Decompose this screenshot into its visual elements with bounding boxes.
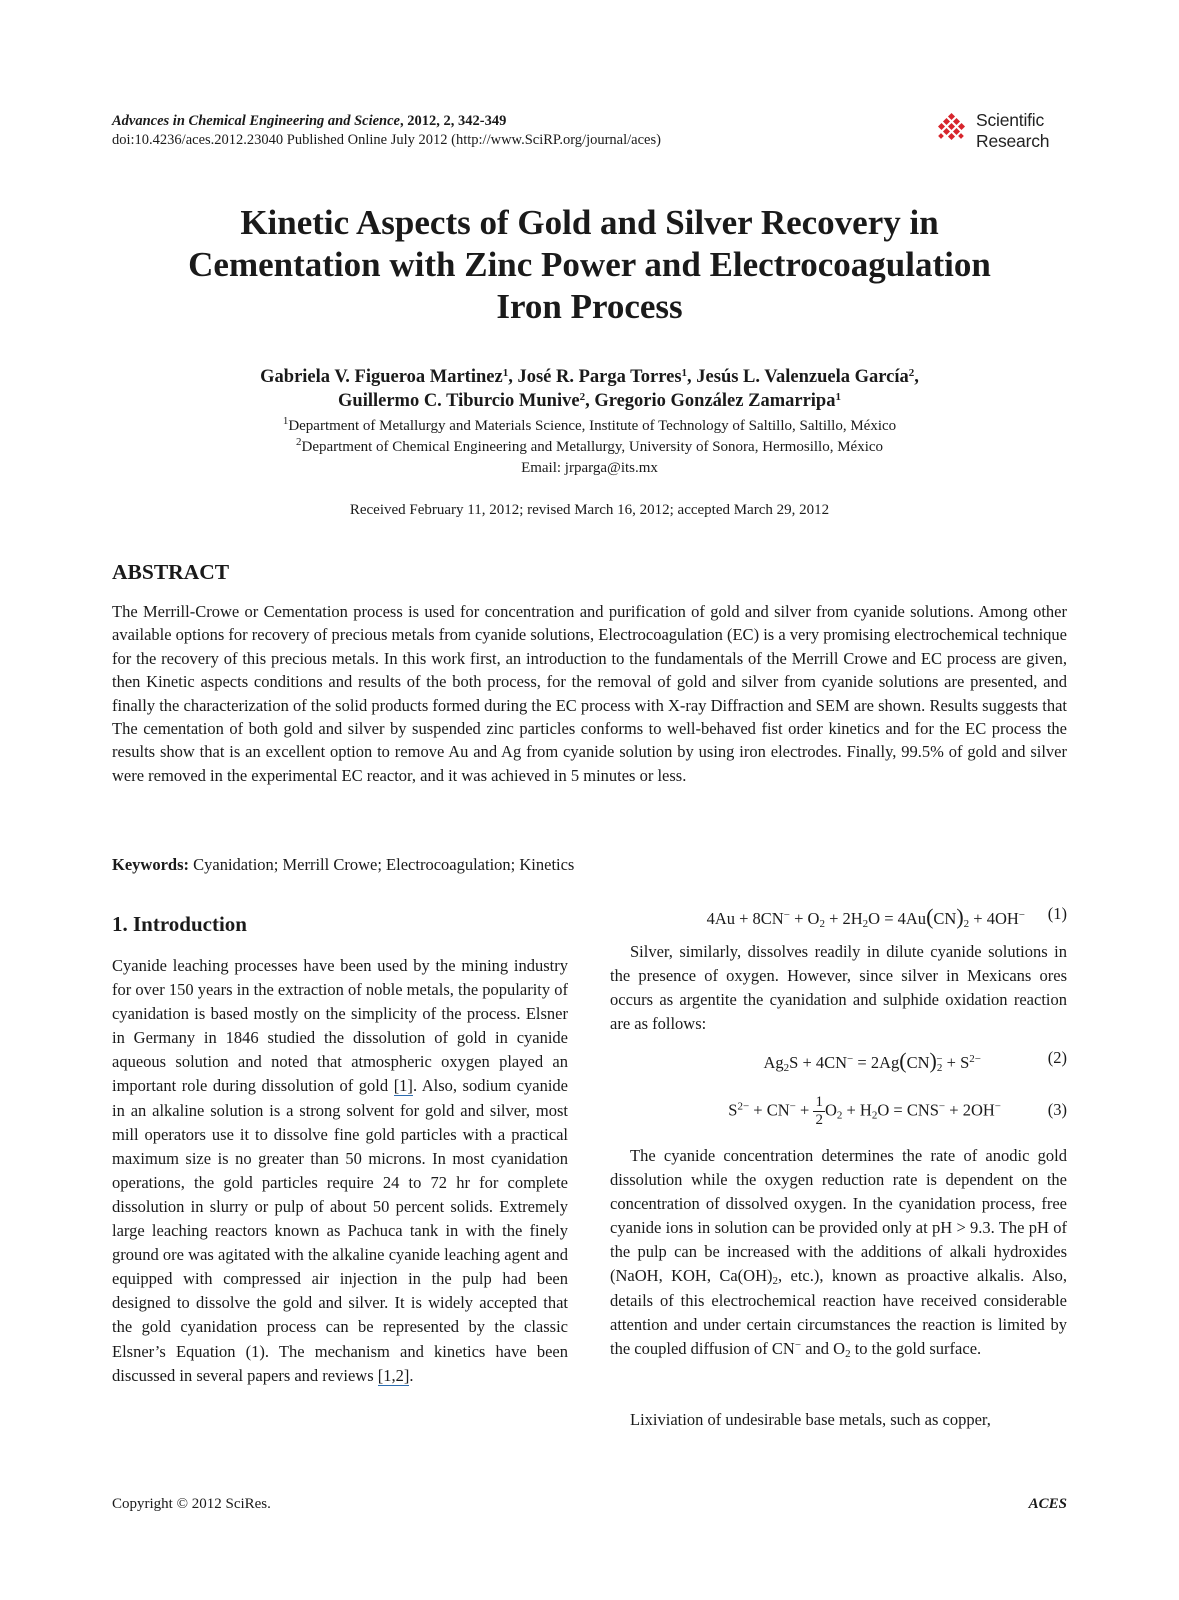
publisher-logo: [950, 108, 1060, 154]
affiliation-marker: 1: [502, 367, 509, 379]
affiliation-marker: 1: [282, 415, 289, 427]
equation-number: (3): [1047, 1100, 1067, 1119]
affiliations: [112, 416, 1067, 479]
affiliation-2: Department of Chemical Engineering and Metallurgy, University of Sonora, Hermosillo, México: [301, 439, 884, 455]
equation-number: (2): [1047, 1048, 1067, 1067]
equation-number: (1): [1047, 904, 1067, 923]
body-text: .: [409, 1365, 414, 1385]
author-name: Gabriela V. Figueroa Martinez: [260, 367, 503, 387]
equation-body: $4Au + 8CN^- + O_2 + 2H_2O = 4Au(CN)_2 + 4OH^-$: [706, 904, 1025, 930]
equation-2: [610, 1048, 1067, 1078]
abstract-heading: ABSTRACT: [112, 560, 230, 584]
title-line: Iron Process: [496, 287, 683, 326]
equation-body: $Ag_2S + 4CN^- = 2Ag(CN)_2^- + S^{2-}$: [763, 1048, 981, 1074]
section-heading: 1. Introduction: [112, 912, 247, 936]
footer-journal: ACES: [1028, 1496, 1067, 1512]
author-name: , José R. Parga Torres: [508, 367, 682, 387]
paper-title: [112, 202, 1067, 328]
doi-line: doi:10.4236/aces.2012.23040 Published Online July 2012 (http://www.SciRP.org/journal/aces): [112, 132, 661, 148]
affiliation-marker: 2: [908, 367, 915, 379]
body-text: to the gold surface.: [850, 1338, 982, 1358]
equation-3: [610, 1096, 1067, 1140]
citation-link[interactable]: [1,2]: [377, 1365, 410, 1385]
body-text: . Also, sodium cyanide in an alkaline solution is a strong solvent for gold and silver, most mill operators use it to dissolve fine gold particles with a practical maximum size is no greater than 50 microns. In most cyanidation operations, the gold particles require 24 to 72 hr for complete dissolution in slurry or pulp of about 50 percent solids. Extremely large leaching reactors known as Pachuca tank in with the finely ground ore was agitated with the alkaline cyanide leaching agent and equipped with compressed air injection in the pulp had been designed to dissolve the gold and silver. It is widely accepted that the gold cyanidation process can be represented by the classic Elsner’s Equation (1). The mechanism and kinetics have been discussed in several papers and reviews: [112, 1076, 568, 1385]
affiliation-marker: 1: [681, 367, 688, 379]
abstract-text: The Merrill-Crowe or Cementation process is used for concentration and purification of gold and silver from cyanide solutions. Among other available options for recovery of precious metals from cyanide solutions, Electrocoagulation (EC) is a very promising electrochemical technique for the recovery of this precious metals. In this work first, an introduction to the fundamentals of the Merrill Crowe and EC process are given, then Kinetic aspects conditions and results of the both process, for the removal of gold and silver from cyanide solutions are presented, and finally the characterization of the solid products formed during the EC process with X-ray Diffraction and SEM are shown. Results suggests that The cementation of both gold and silver by suspended zinc particles conforms to well-behaved fist order kinetics and for the EC process the results show that is an excellent option to remove Au and Ag from cyanide solution by using iron electrodes. Finally, 99.5% of gold and silver were removed in the experimental EC reactor, and it was achieved in 5 minutes or less.: [112, 602, 1067, 785]
citation-link[interactable]: [1]: [393, 1076, 413, 1096]
logo-line2: Research: [976, 131, 1050, 151]
journal-name: Advances in Chemical Engineering and Science: [112, 113, 400, 129]
affiliation-marker: 2: [579, 391, 586, 403]
journal-header: [112, 112, 661, 150]
left-column-text: [112, 954, 568, 1388]
journal-volume: , 2012, 2, 342-349: [400, 113, 507, 129]
author-name: Guillermo C. Tiburcio Munive: [338, 391, 580, 411]
keywords-label: Keywords:: [112, 855, 189, 874]
keywords-text: Cyanidation; Merrill Crowe; Electrocoagulation; Kinetics: [189, 855, 575, 874]
right-paragraph-2: The cyanide concentration determines the rate of anodic gold dissolution while the oxygen reduction rate is dependent on the concentration of dissolved oxygen. In the cyanidation process, free cyanide ions in solution can be provided only at pH > 9.3. The pH of the pulp can be increased with the additions of alkali hydroxides (NaOH, KOH, $Ca(OH)_2$, etc.), known as proactive alkalis. Also, details of this electrochemical reaction have received considerable attention and under certain circumstances the reaction is limited by the coupled diffusion of CN− and $O_2$ to the gold surface.: [610, 1146, 1067, 1360]
right-paragraph-1: Silver, similarly, dissolves readily in dilute cyanide solutions in the presence of oxygen. However, since silver in Mexicans ores occurs as argentite the cyanidation and sulphide oxidation reaction are as follows:: [610, 942, 1067, 1034]
received-dates: Received February 11, 2012; revised March 16, 2012; accepted March 29, 2012: [349, 502, 830, 518]
scientific-research-logo-icon: [938, 112, 966, 148]
title-line: Cementation with Zinc Power and Electrocoagulation: [188, 245, 991, 284]
author-name: , Jesús L. Valenzuela García: [687, 367, 909, 387]
logo-line1: Scientific: [976, 110, 1045, 130]
equation-body: $S^{2-} + CN^-$ + $\frac{1}{2}$ $O_2 + H_2O = CNS^- + 2OH^-$: [728, 1094, 1001, 1128]
affiliation-1: Department of Metallurgy and Materials Science, Institute of Technology of Saltillo, Saltillo, México: [288, 418, 897, 434]
body-text: Cyanide leaching processes have been used by the mining industry for over 150 years in the extraction of noble metals, the popularity of cyanidation is based mostly on the simplicity of the process. Elsner in Germany in 1846 studied the dissolution of gold in cyanide aqueous solution and noted that atmospheric oxygen played an important role during dissolution of gold: [112, 956, 568, 1096]
author-list: Gabriela V. Figueroa Martinez$^1$, José R. Parga Torres$^1$, Jesús L. Valenzuela García$^2$, Guillermo C. Tiburcio Munive$^2$, Gregorio González Zamarripa$^1$: [260, 367, 919, 411]
keywords: [112, 855, 574, 875]
author-email: Email: jrparga@its.mx: [521, 460, 658, 476]
body-text: and O: [801, 1338, 846, 1358]
logo-wordmark: [976, 110, 1049, 152]
affiliation-marker: 2: [295, 436, 302, 448]
title-line: Kinetic Aspects of Gold and Silver Recovery in: [240, 203, 939, 242]
affiliation-marker: 1: [835, 391, 841, 403]
body-text: The cyanide concentration determines the rate of anodic gold dissolution while the oxygen reduction rate is dependent on the concentration of dissolved oxygen. In the cyanidation process, free cyanide ions in solution can be provided only at pH > 9.3. The pH of the pulp can be increased with the additions of alkali hydroxides (NaOH, KOH, Ca(OH): [610, 1146, 1067, 1286]
body-text: , etc.), known as proactive alkalis. Also, details of this electrochemical reaction have received considerable attention and under certain circumstances the reaction is limited by the coupled diffusion of CN: [610, 1266, 1067, 1358]
footer-copyright: Copyright © 2012 SciRes.: [112, 1496, 271, 1512]
equation-1: [610, 904, 1067, 934]
author-name: , Gregorio González Zamarripa: [585, 391, 836, 411]
right-paragraph-3: Lixiviation of undesirable base metals, such as copper,: [630, 1410, 991, 1429]
